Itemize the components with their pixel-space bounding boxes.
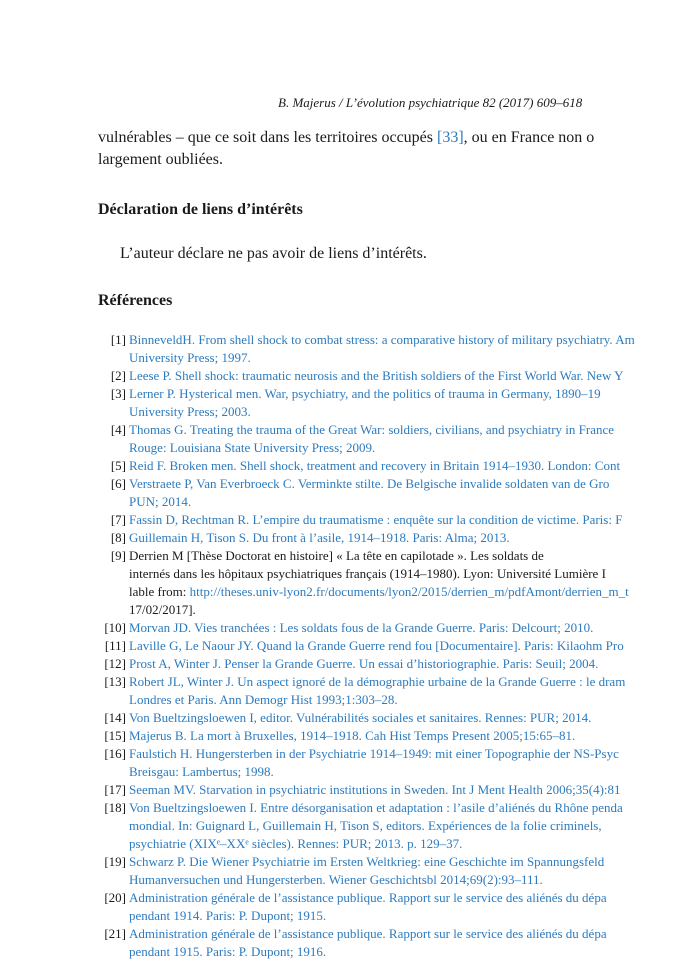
reference-line: Seeman MV. Starvation in psychiatric institutions in Sweden. Int J Ment Health 2006;35(4):81 (129, 782, 621, 797)
reference-line: Thomas G. Treating the trauma of the Great War: soldiers, civilians, and psychiatry in France (129, 422, 615, 437)
body-text-pre: vulnérables – que ce soit dans les territoires occupés (98, 129, 437, 146)
reference-line: Guillemain H, Tison S. Du front à l’asile, 1914–1918. Paris: Alma; 2013. (129, 530, 510, 545)
reference-access-date: 17/02/2017]. (129, 602, 196, 617)
reference-item (94, 475, 680, 511)
reference-text[interactable] (129, 619, 680, 637)
reference-number: [8] (110, 530, 126, 545)
reference-text[interactable] (129, 673, 680, 709)
reference-number: [19] (104, 854, 126, 869)
reference-text[interactable] (129, 799, 680, 853)
running-header: B. Majerus / L’évolution psychiatrique 82 (2017) 609–618 (278, 95, 583, 110)
reference-line: Humanversuchen und Hungersterben. Wiener Geschichtsbl 2014;69(2):93–111. (129, 872, 543, 887)
reference-number: [13] (104, 674, 126, 689)
reference-number: [6] (110, 476, 126, 491)
reference-item (94, 511, 680, 529)
reference-number: [11] (104, 638, 126, 653)
reference-url-prefix: lable from: (129, 584, 190, 599)
reference-line: Administration générale de l’assistance publique. Rapport sur le service des aliénés du dépa (129, 890, 607, 905)
reference-number: [14] (104, 710, 126, 725)
reference-line: Morvan JD. Vies tranchées : Les soldats fous de la Grande Guerre. Paris: Delcourt; 2010. (129, 620, 594, 635)
reference-line: mondial. In: Guignard L, Guillemain H, Tison S, editors. Expériences de la folie criminels, (129, 818, 602, 833)
reference-text[interactable] (129, 457, 680, 475)
reference-line: Faulstich H. Hungersterben in der Psychiatrie 1914–1949: mit einer Topographie der NS-Psyc (129, 746, 619, 761)
citation-link[interactable]: [33] (437, 129, 464, 146)
reference-number: [21] (104, 926, 126, 941)
reference-line: internés dans les hôpitaux psychiatriques français (1914–1980). Lyon: Université Lumière I (129, 566, 606, 581)
reference-item (94, 655, 680, 673)
reference-item (94, 781, 680, 799)
reference-text[interactable] (129, 781, 680, 799)
reference-number: [7] (110, 512, 126, 527)
reference-item (94, 637, 680, 655)
reference-item (94, 889, 680, 925)
reference-item (94, 925, 680, 961)
body-text-line-2: largement oubliées. (98, 151, 223, 168)
reference-line: PUN; 2014. (129, 494, 192, 509)
reference-line: Laville G, Le Naour JY. Quand la Grande Guerre rend fou [Documentaire]. Paris: Kilaohm Pro (129, 638, 624, 653)
reference-line: Schwarz P. Die Wiener Psychiatrie im Ersten Weltkrieg: eine Geschichte im Spannungsfeld (129, 854, 605, 869)
reference-item (94, 745, 680, 781)
reference-text[interactable] (129, 925, 680, 961)
reference-item (94, 421, 680, 457)
reference-item (94, 709, 680, 727)
reference-text[interactable] (129, 529, 680, 547)
reference-line: Derrien M [Thèse Doctorat en histoire] « La tête en capilotade ». Les soldats de (129, 548, 544, 563)
reference-number: [20] (104, 890, 126, 905)
reference-line: Londres et Paris. Ann Demogr Hist 1993;1:303–28. (129, 692, 398, 707)
reference-line: Majerus B. La mort à Bruxelles, 1914–1918. Cah Hist Temps Present 2005;15:65–81. (129, 728, 576, 743)
body-text-line-1 (98, 129, 594, 147)
reference-line: pendant 1914. Paris: P. Dupont; 1915. (129, 908, 327, 923)
reference-text[interactable] (129, 421, 680, 457)
reference-item (94, 673, 680, 709)
reference-number: [1] (110, 332, 126, 347)
reference-line: pendant 1915. Paris: P. Dupont; 1916. (129, 944, 327, 959)
reference-text[interactable] (129, 385, 680, 421)
reference-line: Verstraete P, Van Everbroeck C. Verminkte stilte. De Belgische invalide soldaten van de Gro (129, 476, 610, 491)
reference-line: Breisgau: Lambertus; 1998. (129, 764, 274, 779)
conflict-heading: Déclaration de liens d’intérêts (98, 201, 303, 218)
reference-item (94, 529, 680, 547)
reference-line: Administration générale de l’assistance publique. Rapport sur le service des aliénés du dépa (129, 926, 607, 941)
reference-line: Von Bueltzingsloewen I, editor. Vulnérabilités sociales et sanitaires. Rennes: PUR; 2014. (129, 710, 592, 725)
reference-line: BinneveldH. From shell shock to combat stress: a comparative history of military psychiatry. Am (129, 332, 635, 347)
reference-line: Prost A, Winter J. Penser la Grande Guerre. Un essai d’historiographie. Paris: Seuil; 2004. (129, 656, 599, 671)
reference-line: University Press; 1997. (129, 350, 251, 365)
reference-item (94, 457, 680, 475)
reference-text[interactable] (129, 475, 680, 511)
reference-item (94, 727, 680, 745)
reference-item (94, 385, 680, 421)
reference-text[interactable] (129, 331, 680, 367)
reference-line: Fassin D, Rechtman R. L’empire du traumatisme : enquête sur la condition de victime. Paris: F (129, 512, 623, 527)
reference-text[interactable] (129, 709, 680, 727)
reference-item (94, 619, 680, 637)
reference-url-line (129, 583, 680, 601)
reference-item (94, 367, 680, 385)
reference-number: [5] (110, 458, 126, 473)
reference-number: [9] (110, 548, 126, 563)
reference-item (94, 547, 680, 619)
reference-item (94, 799, 680, 853)
reference-text[interactable] (129, 889, 680, 925)
reference-line: Von Bueltzingsloewen I. Entre désorganisation et adaptation : l’asile d’aliénés du Rhône penda (129, 800, 623, 815)
reference-number: [17] (104, 782, 126, 797)
reference-item (94, 331, 680, 367)
reference-line: psychiatrie (XIXᵉ–XXᵉ siècles). Rennes: PUR; 2013. p. 129–37. (129, 836, 463, 851)
reference-number: [2] (110, 368, 126, 383)
reference-text[interactable] (129, 655, 680, 673)
reference-line: Reid F. Broken men. Shell shock, treatment and recovery in Britain 1914–1930. London: Cont (129, 458, 621, 473)
reference-text[interactable] (129, 727, 680, 745)
reference-text[interactable] (129, 637, 680, 655)
reference-text[interactable] (129, 367, 680, 385)
reference-item (94, 853, 680, 889)
reference-number: [4] (110, 422, 126, 437)
reference-list (94, 331, 680, 961)
references-heading: Références (98, 292, 173, 309)
conflict-statement: L’auteur déclare ne pas avoir de liens d’intérêts. (120, 245, 427, 262)
reference-number: [16] (104, 746, 126, 761)
reference-line: Lerner P. Hysterical men. War, psychiatry, and the politics of trauma in Germany, 1890–19 (129, 386, 601, 401)
reference-number: [10] (104, 620, 126, 635)
reference-number: [3] (110, 386, 126, 401)
reference-line: Rouge: Louisiana State University Press; 2009. (129, 440, 376, 455)
reference-text[interactable] (129, 511, 680, 529)
reference-line: Robert JL, Winter J. Un aspect ignoré de la démographie urbaine de la Grande Guerre : le dram (129, 674, 626, 689)
body-text-post: , ou en France non o (463, 129, 595, 146)
reference-number: [18] (104, 800, 126, 815)
reference-text (129, 547, 680, 619)
reference-text[interactable] (129, 853, 680, 889)
reference-number: [12] (104, 656, 126, 671)
reference-number: [15] (104, 728, 126, 743)
reference-line: Leese P. Shell shock: traumatic neurosis and the British soldiers of the First World War. New Y (129, 368, 624, 383)
reference-line: University Press; 2003. (129, 404, 251, 419)
reference-text[interactable] (129, 745, 680, 781)
reference-url-link[interactable]: http://theses.univ-lyon2.fr/documents/lyon2/2015/derrien_m/pdfAmont/derrien_m_t (189, 584, 629, 599)
